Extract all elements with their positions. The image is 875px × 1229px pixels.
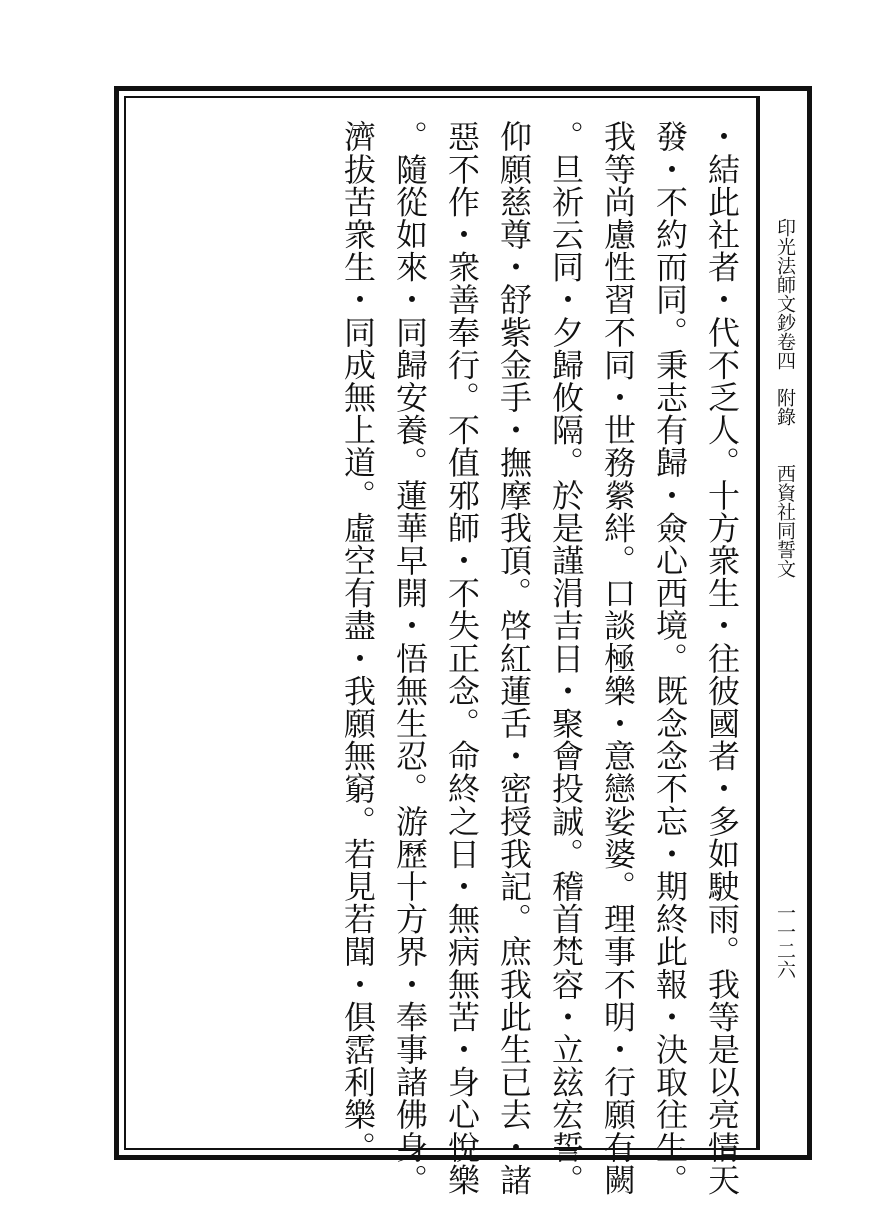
text-column-8: 濟拔苦衆生・同成無上道。虛空有盡・我願無窮。若見若聞・俱霑利樂。 (339, 120, 377, 1164)
text-column-4: 。旦祈云同・夕歸攸隔。於是謹涓吉日・聚會投誠。稽首梵容・立玆宏誓。 (547, 120, 585, 1196)
margin-divider-line (758, 96, 760, 1150)
article-title: 西資社同誓文 (774, 464, 796, 578)
page-number: 一一二六 (774, 903, 796, 979)
text-column-5: 仰願慈尊・舒紫金手・撫摩我頂。啓紅蓮舌・密授我記。庶我此生已去・諸 (495, 120, 533, 1196)
text-column-3: 我等尚慮性習不同・世務縈絆。口談極樂・意戀娑婆。理事不明・行願有闕 (599, 120, 637, 1196)
text-column-2: 發・不約而同。秉志有歸・僉心西境。既念念不忘・期終此報・決取往生。 (651, 120, 689, 1196)
text-column-6: 惡不作・衆善奉行。不值邪師・不失正念。命終之日・無病無苦・身心悅樂 (443, 120, 481, 1196)
book-title: 印光法師文鈔卷四 (774, 218, 796, 370)
text-column-7: 。隨從如來・同歸安養。蓮華早開・悟無生忍。游歷十方界・奉事諸佛身。 (391, 120, 429, 1196)
text-column-1: ・結此社者・代不乏人。十方衆生・往彼國者・多如駛雨。我等是以亮情天 (703, 120, 741, 1196)
section-label: 附錄 (774, 388, 796, 426)
